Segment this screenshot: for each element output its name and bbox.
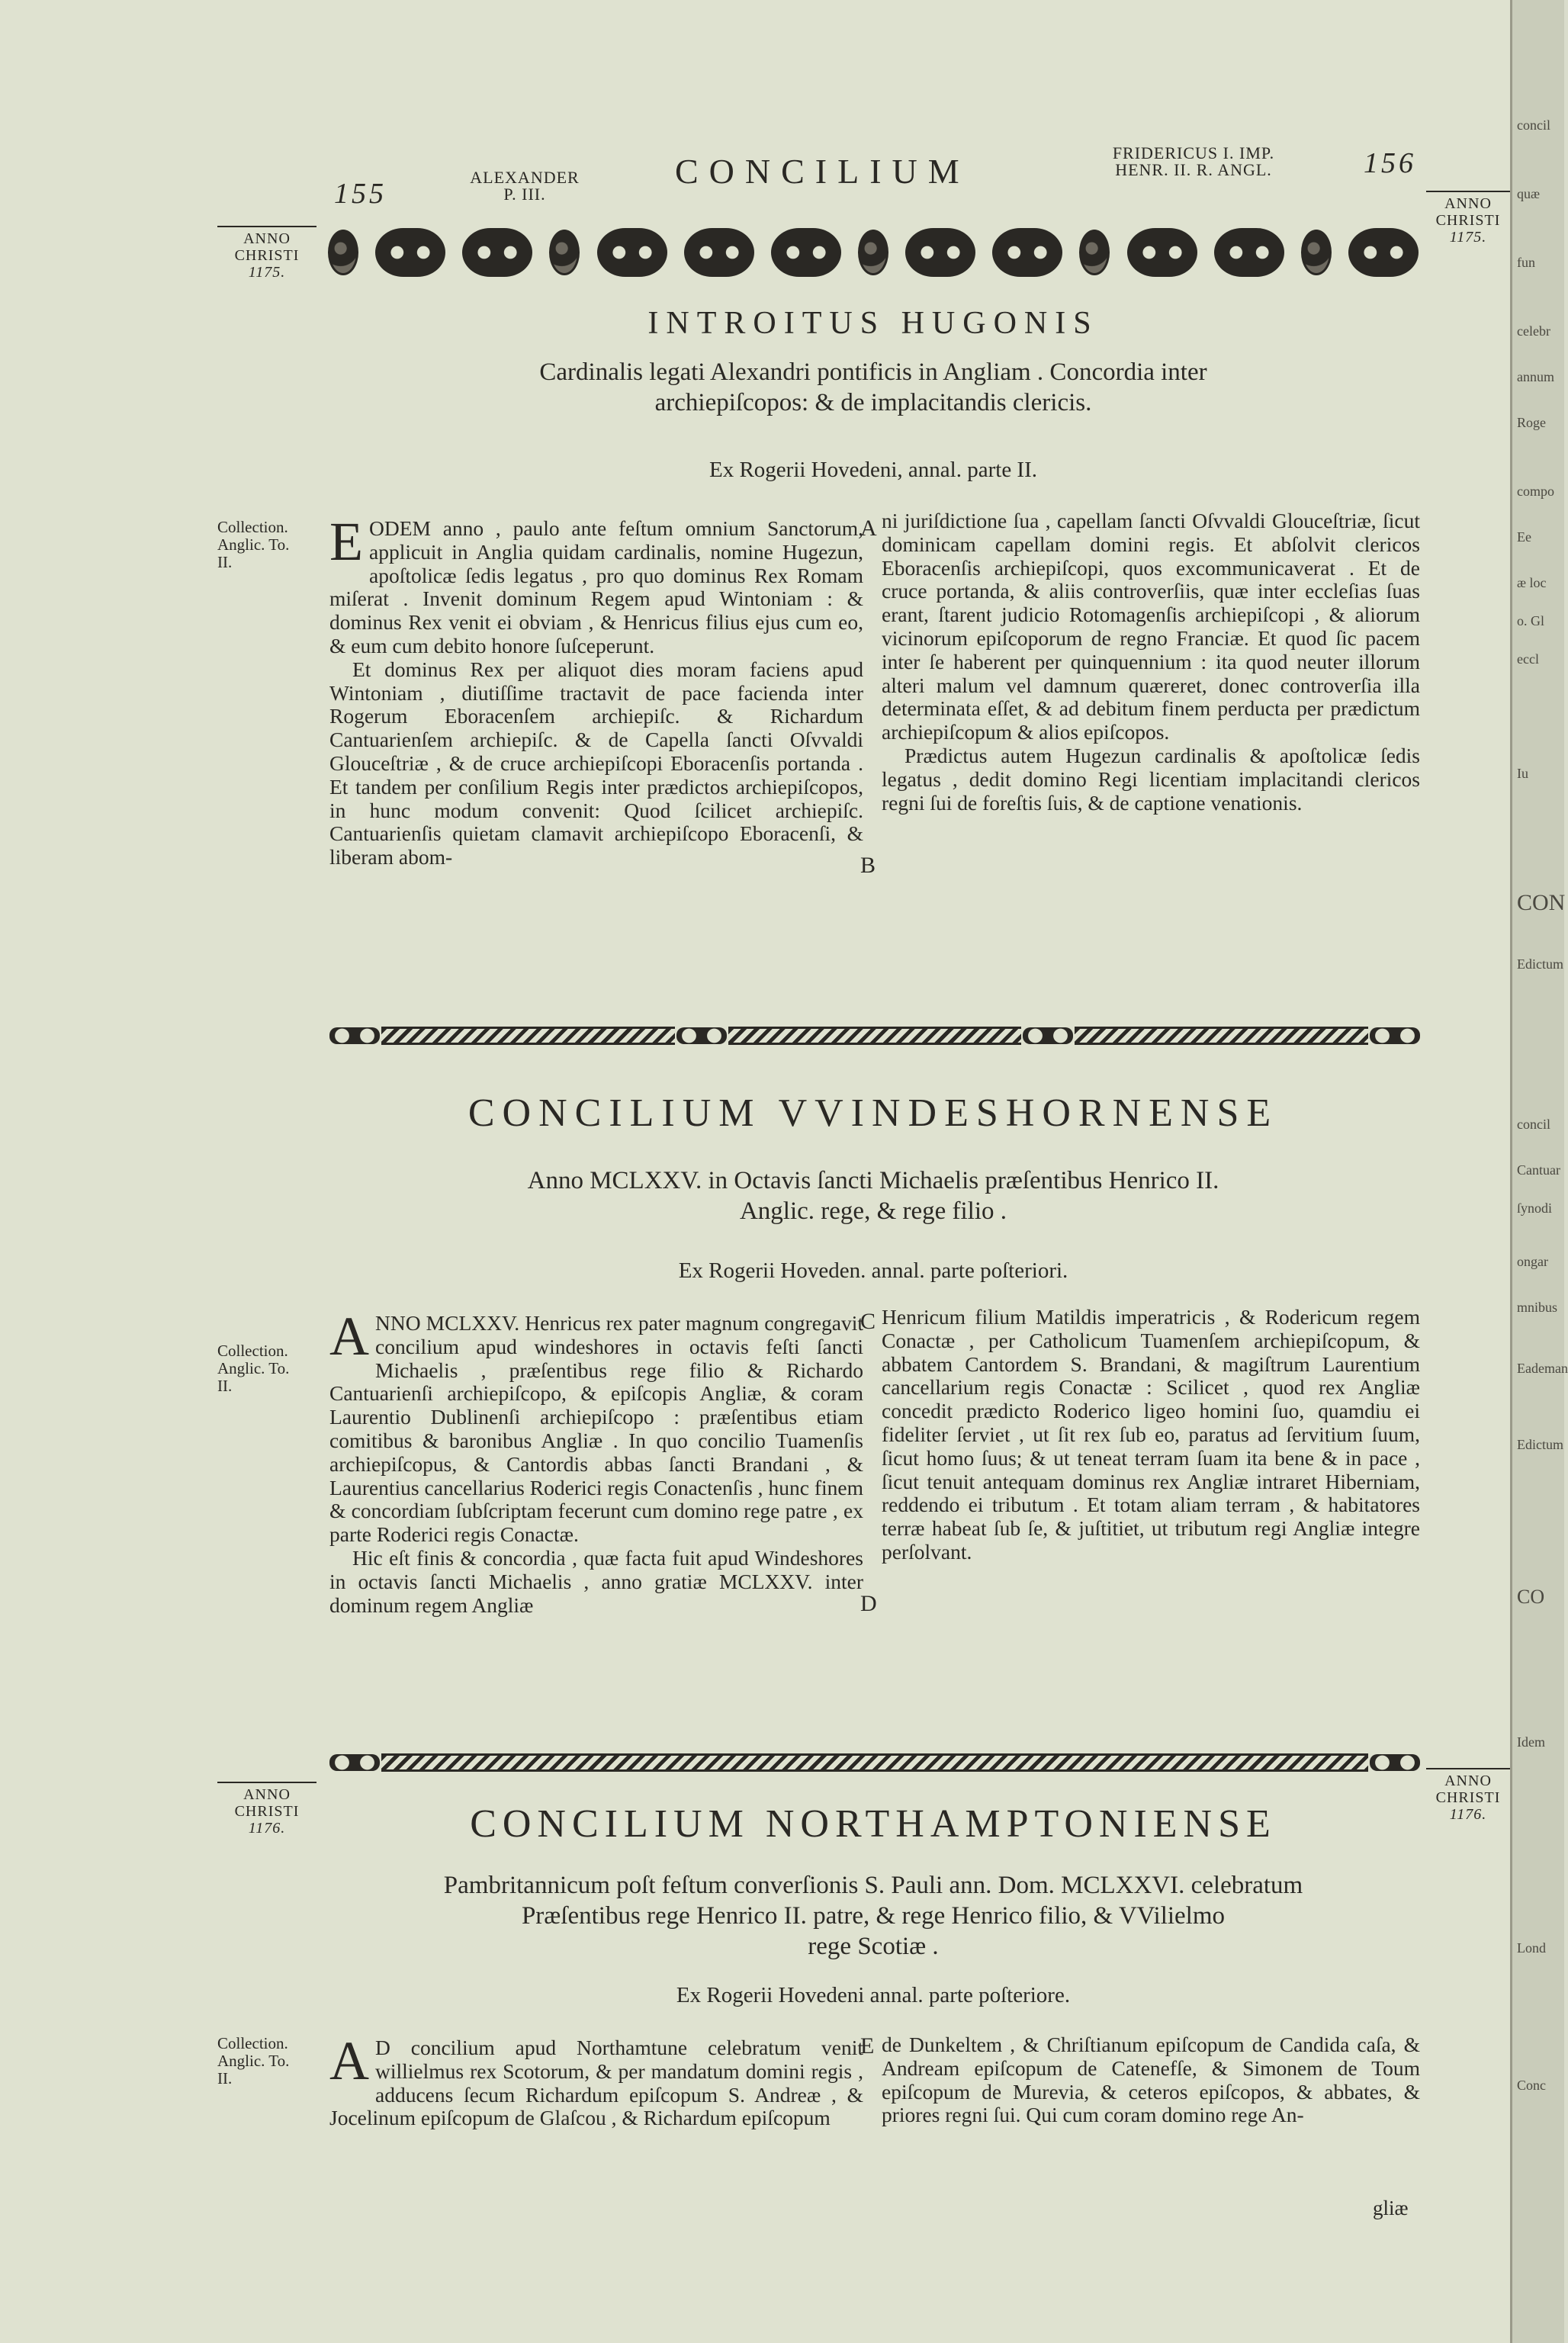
text-column-right bbox=[882, 509, 1420, 1013]
edge-fragment: concil bbox=[1517, 117, 1550, 133]
margin-note bbox=[217, 2035, 324, 2087]
margin-letter-d: D bbox=[860, 1591, 877, 1616]
text-column-left bbox=[329, 1306, 863, 1739]
anno-label: ANNO bbox=[243, 230, 291, 247]
ornament-scroll-icon bbox=[992, 228, 1062, 277]
ornament-leaf-icon bbox=[329, 1754, 380, 1771]
ornament-leaf-icon bbox=[1370, 1754, 1420, 1771]
ornament-scroll-icon bbox=[462, 228, 532, 277]
christi-label: CHRISTI bbox=[234, 247, 300, 264]
text-column-left bbox=[329, 2030, 863, 2189]
ornament-scroll-icon bbox=[771, 228, 841, 277]
margin-note-line: II. bbox=[217, 2069, 233, 2087]
edge-fragment: Eademan bbox=[1517, 1361, 1568, 1376]
edge-fragment: CO bbox=[1517, 1586, 1545, 1608]
anno-label: ANNO bbox=[1444, 195, 1492, 212]
adjacent-page-edge bbox=[1510, 0, 1568, 2343]
paragraph bbox=[329, 1306, 863, 1547]
ornament-scroll-icon bbox=[375, 228, 445, 277]
paragraph: Prædictus autem Hugezun cardinalis & apoſtolicæ ſedis legatus , dedit domino Regi licentiam implacitandi clericos regni ſui de foreſtis ſuis, & de captione venationis. bbox=[882, 743, 1420, 815]
christi-label: CHRISTI bbox=[1435, 1789, 1501, 1806]
subtitle-line: Præſentibus rege Henrico II. patre, & rege Henrico filio, & VVilielmo bbox=[521, 1902, 1226, 1930]
paragraph-text: NNO MCLXXV. Henricus rex pater magnum congregavit concilium apud windeshores in octavis feſti ſancti Michaelis , præſentibus rege filio & Richardo Cantuarienſi archiepiſcopo, & epiſcopis Angliæ, & coram Laurentio Dublinenſi archiepiſcopo : præſentibus etiam comitibus & baronibus Angliæ . In quo concilio Tuamenſis archiepiſcopus, & Cantordis abbas ſancti Brandani , & Laurentius cancellarius Roderici regis Conactenſis , hunc finem & concordiam ſubſcriptam fecerunt cum domino rege patre , ex parte Roderici regis Conactæ. bbox=[329, 1311, 863, 1547]
edge-fragment: quæ bbox=[1517, 186, 1541, 201]
margin-note bbox=[217, 519, 324, 571]
ornament-chain-icon bbox=[381, 1753, 1368, 1772]
ornament-band-top bbox=[328, 223, 1419, 282]
margin-letter-c: C bbox=[860, 1309, 876, 1334]
anno-christi-left-1176 bbox=[217, 1782, 316, 1837]
ornament-scroll-icon bbox=[1214, 228, 1284, 277]
ornament-scroll-icon bbox=[1348, 228, 1419, 277]
ornament-vine-icon bbox=[728, 1027, 1022, 1045]
running-head-right bbox=[1083, 145, 1304, 178]
margin-note-line: Anglic. To. bbox=[217, 535, 290, 554]
source-citation: Ex Rogerii Hovedeni, annal. parte II. bbox=[708, 458, 1037, 482]
source-citation: Ex Rogerii Hovedeni annal. parte poſteriore. bbox=[676, 1983, 1071, 2007]
running-title: CONCILIUM bbox=[675, 152, 970, 191]
running-head-right-line2: HENR. II. R. ANGL. bbox=[1115, 160, 1272, 179]
margin-letter-b: B bbox=[860, 853, 876, 878]
edge-fragment: Cantuar bbox=[1517, 1162, 1560, 1178]
section-subtitle-windeshornense bbox=[328, 1165, 1419, 1226]
anno-label: ANNO bbox=[1444, 1773, 1492, 1789]
page-number-left: 155 bbox=[334, 178, 387, 210]
christi-label: CHRISTI bbox=[1435, 212, 1501, 229]
ornament-divider bbox=[329, 1751, 1420, 1774]
subtitle-line: Pambritannicum poſt feſtum converſionis S. Pauli ann. Dom. MCLXXVI. celebratum bbox=[443, 1872, 1303, 1899]
margin-note-line: Anglic. To. bbox=[217, 1359, 290, 1377]
edge-fragment: concil bbox=[1517, 1117, 1550, 1132]
subtitle-line: Anno MCLXXV. in Octavis ſancti Michaelis præſentibus Henrico II. bbox=[527, 1167, 1219, 1194]
drop-cap: E bbox=[329, 511, 363, 572]
text-column-right bbox=[882, 1306, 1420, 1702]
anno-year: 1175. bbox=[248, 264, 286, 281]
edge-fragment: celebr bbox=[1517, 323, 1550, 339]
paragraph bbox=[329, 2030, 863, 2130]
edge-fragment: Lond bbox=[1517, 1940, 1546, 1956]
ornament-flower-icon bbox=[328, 230, 358, 275]
subtitle-line: archiepiſcopos: & de implacitandis clericis. bbox=[654, 389, 1092, 416]
ornament-flower-icon bbox=[1301, 230, 1332, 275]
anno-christi-left bbox=[217, 226, 316, 281]
ornament-leaf-icon bbox=[1023, 1027, 1073, 1044]
paragraph: Henricum filium Matildis imperatricis , & Rodericum regem Conactæ , per Catholicum Tuamenſem archiepiſcopum, & abbatem Cantordem S. Brandani, & magiſtrum Laurentium cancellarium regis Conactæ : Scilicet , quod rex Angliæ concedit prædicto Roderico ligeo homini ſuo, quamdiu ei fideliter ſerviet , ut ſit rex ſub eo, paratus ad ſervitium ſuum, ſicut homo ſuus; & ut teneat terram ſuam ita bene & in pace , ſicut tenuit antequam dominus rex Angliæ intraret Hiberniam, reddendo ei tributum . Et totam aliam terram , & habitatores terræ habeat ſub ſe, & juſtitiet, ut tributum regi Angliæ integre perſolvant. bbox=[882, 1305, 1420, 1564]
drop-cap: A bbox=[329, 1306, 369, 1367]
edge-fragment: Ee bbox=[1517, 529, 1531, 545]
ornament-scroll-icon bbox=[684, 228, 754, 277]
ornament-leaf-icon bbox=[329, 1027, 380, 1044]
catchword: gliæ bbox=[1373, 2197, 1409, 2219]
ornament-flower-icon bbox=[549, 230, 580, 275]
section-subtitle-northamptoniense bbox=[328, 1870, 1419, 1962]
running-head-left-line1: ALEXANDER bbox=[470, 168, 580, 187]
edge-fragment: ſynodi bbox=[1517, 1200, 1553, 1216]
running-head-left-line2: P. III. bbox=[503, 185, 546, 204]
paragraph-text: ODEM anno , paulo ante feſtum omnium Sanctorum, applicuit in Anglia quidam cardinalis, nomine Hugezun, apoſtolicæ ſedis legatus , pro quo dominus Rex Romam miſerat . Invenit dominum Regem apud Wintoniam : & dominus Rex venit ei obviam , & Henricus filius ejus cum eo, & eum cum debito honore ſuſceperunt. bbox=[329, 516, 863, 657]
edge-fragment: eccl bbox=[1517, 651, 1539, 667]
drop-cap: A bbox=[329, 2030, 369, 2091]
christi-label: CHRISTI bbox=[234, 1803, 300, 1820]
section-title-introitus: INTROITUS HUGONIS bbox=[647, 306, 1099, 341]
paragraph: Et dominus Rex per aliquot dies moram faciens apud Wintoniam , diutiſſime tractavit de pace facienda inter Rogerum Eboracenſem archiepiſc. & Richardum Cantuarienſem archiepiſc. & de Capella ſancti Oſvvaldi Glouceſtriæ , & de cruce archiepiſcopi Eboracenſis portanda . Et tandem per conſilium Regis inter prædictos archiepiſcopos, in hunc modum convenit: Quod ſcilicet archiepiſc. Cantuarienſis quietam clamavit archiepiſcopo Eboracenſi, & liberam abom- bbox=[329, 657, 863, 869]
edge-fragment: Iu bbox=[1517, 766, 1528, 781]
anno-christi-right bbox=[1426, 191, 1510, 246]
edge-fragment: fun bbox=[1517, 255, 1535, 270]
edge-fragment: compo bbox=[1517, 484, 1554, 499]
paragraph: de Dunkeltem , & Chriſtianum epiſcopum de Candida caſa, & Andream epiſcopum de Catenefſe, & Simonem de Toum epiſcopum de Murevia, & ceteros epiſcopos, & abbates, & priores regni ſui. Qui cum coram domino rege An- bbox=[882, 2033, 1420, 2127]
paragraph: ni juriſdictione ſua , capellam ſancti Oſvvaldi Glouceſtriæ, ſicut dominicam capellam domini regis. Et abſolvit clericos Eboracenſis archiepiſcopi, quos excommunicaverat . Et de cruce portanda, & aliis controverſiis, quæ inter eccleſias ſuas erant, ſtarent judicio Rotomagenſis archiepiſcopi , & aliorum vicinorum epiſcoporum de regno Franciæ. Et quod ſic pacem inter ſe haberent per quinquennium : ita quod neuter illorum alteri malum vel damnum quæreret, donec controverſia illa determinata eſſet, & ad debitum finem perducta per prædictum archiepiſcopum & alios epiſcopos. bbox=[882, 509, 1420, 744]
ornament-leaf-icon bbox=[1370, 1027, 1420, 1044]
edge-fragment: ongar bbox=[1517, 1254, 1548, 1269]
edge-fragment: Idem bbox=[1517, 1734, 1545, 1750]
margin-note bbox=[217, 1342, 324, 1395]
running-head-right-line1: FRIDERICUS I. IMP. bbox=[1112, 143, 1275, 162]
margin-note-line: II. bbox=[217, 1377, 233, 1395]
ornament-scroll-icon bbox=[1127, 228, 1197, 277]
anno-christi-right-1176 bbox=[1426, 1768, 1510, 1823]
text-column-right bbox=[882, 2033, 1420, 2201]
margin-letter-a: A bbox=[860, 516, 877, 541]
anno-year: 1176. bbox=[1449, 1806, 1487, 1823]
edge-fragment: Conc bbox=[1517, 2078, 1546, 2093]
page-number-right: 156 bbox=[1364, 147, 1416, 179]
subtitle-line: Cardinalis legati Alexandri pontificis in Angliam . Concordia inter bbox=[539, 358, 1207, 386]
ornament-vine-icon bbox=[381, 1027, 675, 1045]
margin-note-line: Anglic. To. bbox=[217, 2052, 290, 2070]
margin-note-line: Collection. bbox=[217, 1342, 288, 1360]
edge-fragment: annum bbox=[1517, 369, 1554, 384]
anno-year: 1175. bbox=[1449, 229, 1487, 246]
section-title-windeshornense: CONCILIUM VVINDESHORNENSE bbox=[468, 1091, 1279, 1135]
paragraph-text: D concilium apud Northamtune celebratum venit willielmus rex Scotorum, & per mandatum domini regis , adducens ſecum Richardum epiſcopum S. Andreæ , & Jocelinum epiſcopum de Glaſcou , & Richardum epiſcopum bbox=[329, 2036, 863, 2130]
source-citation: Ex Rogerii Hoveden. annal. parte poſteriori. bbox=[678, 1258, 1068, 1283]
anno-year: 1176. bbox=[248, 1820, 286, 1837]
margin-note-line: Collection. bbox=[217, 2034, 288, 2052]
edge-fragment: Edictum bbox=[1517, 956, 1563, 972]
ornament-scroll-icon bbox=[905, 228, 975, 277]
ornament-divider bbox=[329, 1022, 1420, 1049]
edge-fragment: mnibus bbox=[1517, 1300, 1558, 1315]
ornament-leaf-icon bbox=[676, 1027, 727, 1044]
subtitle-line: Anglic. rege, & rege filio . bbox=[739, 1197, 1007, 1225]
subtitle-line: rege Scotiæ . bbox=[808, 1933, 939, 1960]
paragraph bbox=[329, 511, 863, 658]
edge-fragment: o. Gl bbox=[1517, 613, 1544, 628]
anno-label: ANNO bbox=[243, 1786, 291, 1803]
ornament-flower-icon bbox=[858, 230, 888, 275]
text-column-left bbox=[329, 511, 863, 1043]
margin-note-line: II. bbox=[217, 553, 233, 571]
ornament-flower-icon bbox=[1079, 230, 1110, 275]
margin-letter-e: E bbox=[860, 2033, 875, 2059]
margin-note-line: Collection. bbox=[217, 518, 288, 536]
edge-fragment: CON bbox=[1517, 890, 1566, 915]
edge-fragment: æ loc bbox=[1517, 575, 1547, 590]
running-head-left bbox=[456, 169, 593, 203]
edge-fragment: Edictum bbox=[1517, 1437, 1563, 1452]
edge-fragment: Roge bbox=[1517, 415, 1546, 430]
ornament-vine-icon bbox=[1075, 1027, 1368, 1045]
section-subtitle-introitus bbox=[328, 357, 1419, 418]
section-title-northamptoniense: CONCILIUM NORTHAMPTONIENSE bbox=[470, 1802, 1277, 1846]
ornament-scroll-icon bbox=[597, 228, 667, 277]
paragraph: Hic eſt finis & concordia , quæ facta fuit apud Windeshores in octavis ſancti Michaelis , anno gratiæ MCLXXV. inter dominum regem Angliæ bbox=[329, 1545, 863, 1617]
